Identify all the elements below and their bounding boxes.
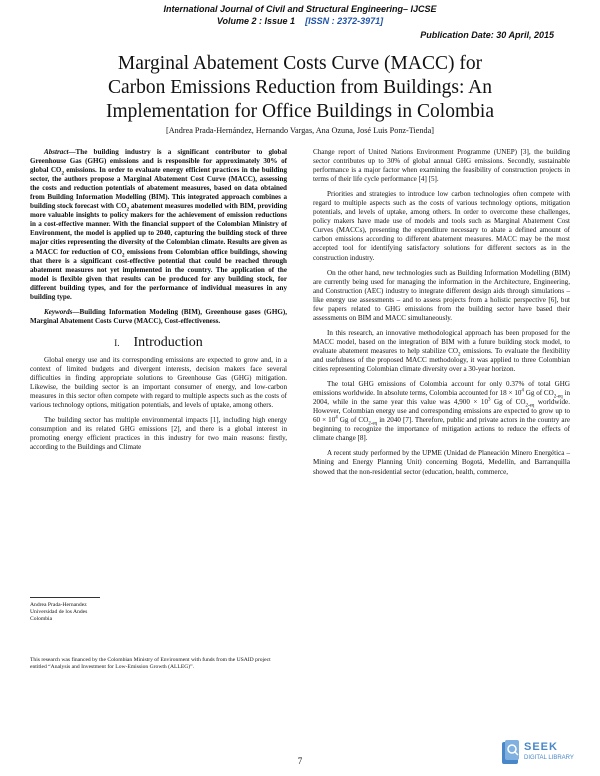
section-heading — [30, 334, 287, 350]
superscript: 4 — [521, 388, 524, 394]
subscript: 2 — [121, 252, 125, 258]
subscript: 2 — [458, 352, 461, 358]
left-column — [30, 148, 287, 458]
volume-issue: Volume 2 : Issue 1 — [216, 16, 296, 26]
title-line: Implementation for Office Buildings in Colombia — [106, 101, 494, 122]
subscript: 2-eq — [525, 403, 535, 409]
text-run: in 2040 [7]. Therefore, public and private actors in the country are beginning to recognize the importance of mitigation actions to reduce the effects of climate change [8]. — [313, 416, 570, 443]
journal-title: International Journal of Civil and Structural Engineering– IJCSE — [163, 4, 437, 14]
subscript: 2-eq — [368, 421, 378, 427]
text-run: Gg of CO — [490, 398, 526, 407]
body-paragraph — [313, 380, 570, 443]
subscript: 2-eq — [553, 394, 563, 400]
abstract-text: abatement measures modelled with BIM, providing more valuable insights to policy makers for the achievement of emission reductions in a cost-effective manner. With the financial support of the Colombian Ministry of Environment, the model is applied up to 2040, capturing the building stock of three major cities representing the diversity of the Colombian climate. Results are given as a MACC for reduction of CO — [30, 202, 287, 256]
body-paragraph: On the other hand, new technologies such as Building Information Modelling (BIM) are currently being used for managing the information in the Architecture, Engineering, and Construction (AEC) industry to integrate different design aids through simulations – like energy use assessments – and to assess projects from a holistic perspective [6], but few papers related to GHG emissions from the building sector have based their assessments on BIM and MACC simultaneously. — [313, 268, 570, 322]
issn: [ISSN : 2372-3971] — [305, 16, 384, 26]
text-run: Gg of CO — [337, 416, 369, 425]
paper-title — [30, 52, 570, 124]
subscript: 2 — [126, 207, 130, 213]
body-paragraph: Global energy use and its corresponding emissions are expected to grow and, in a context of limited budgets and divergent interests, decision makers face several difficulties in finding appropriate solutions to Greenhouse Gas (GHG) mitigation. Likewise, the building sector is an important consumer of energy, and low-carbon measures in this sector often compete with regard to multiple aspects such as the costs of various technology options, mitigation potentials, and levels of uptake, among others. — [30, 355, 287, 410]
keywords-label: Keywords — [44, 307, 73, 316]
subscript: 2 — [61, 171, 64, 177]
body-paragraph: Change report of United Nations Environment Programme (UNEP) [3], the building sector contributes up to 30% of global annual GHG emissions. Secondly, sustainable performance is a major factor when examining the feasibility of construction projects in terms of their life cycle performance [4] [5]. — [313, 148, 570, 184]
footnote-funding: This research was financed by the Colombian Ministry of Environment with funds from the USAID project entitled “Analysis and Investment for Low-Emission Growth (ALLEG)”. — [30, 657, 271, 670]
keywords-text: —Building Information Modeling (BIM), Greenhouse gases (GHG), Marginal Abatement Costs Curve (MACC), Cost-effectiveness. — [30, 307, 287, 325]
abstract-text: emissions from Colombian office buildings, showing that there is a significant cost-effective potential that could be reached through abatement measures not yet implemented in the country. The application of the model is flexible given that results can be produced for any building stock, for different building types, and for the performance of individual measures in any building type. — [30, 247, 287, 301]
logo-name: SEEK — [524, 741, 558, 753]
superscript: 3 — [488, 397, 491, 403]
abstract-text: emissions. In order to evaluate energy efficient practices in the building sector, the authors propose a Marginal Abatement Cost Curve (MACC), assessing the costs and reduction potentials of abatement measures, based on data obtained from Building Information Modelling (BIM). This integrated approach combines a building stock forecast with CO — [30, 166, 287, 211]
text-run: In this research, an innovative methodological approach has been proposed for the MACC model, based on the integration of BIM with a future building stock model, to evaluate abatement measures to help stabilize CO — [313, 328, 570, 355]
body-paragraph: Priorities and strategies to introduce low carbon technologies often compete with regard to multiple aspects such as the costs of various technology options, mitigation potentials, and levels of uptake, among others. In order to overcome these challenges, policy makers have made use of models and tools such as Marginal Abatement Cost Curves (MACCs), presenting the expenditure necessary to abate a defined amount of carbon emissions according to different abatement measures. MACC may be the most accepted tool for identifying satisfactory solutions for different sectors as in the construction industry. — [313, 190, 570, 262]
title-line: Marginal Abatement Costs Curve (MACC) for — [117, 53, 483, 74]
text-run: The total GHG emissions of Colombia account for only 0.37% of total GHG emissions worldwide. In absolute terms, Colombia accounted for 18 × 10 — [313, 380, 570, 398]
text-run: emissions. To evaluate the flexibility and usefulness of the proposed MACC methodology, it was applied to three Colombian cities representing Colombian climate diversity over a 30-year horizon. — [313, 346, 570, 374]
superscript: 4 — [335, 415, 338, 421]
footnote-affiliation — [30, 602, 287, 623]
text-run: in 2004, while in the same year this value was 4,900 × 10 — [313, 389, 570, 407]
volume-issue-line — [0, 16, 600, 26]
page-number: 7 — [297, 756, 303, 766]
affiliation-line: Universidad de los Andes — [30, 609, 88, 615]
affiliation-line: Colombia — [30, 616, 53, 622]
footnote-rule — [30, 597, 100, 598]
right-column — [313, 148, 570, 483]
abstract — [30, 148, 287, 302]
section-number: I. — [114, 337, 120, 348]
text-run: Gg of CO — [523, 389, 554, 398]
affiliation-line: Andrea Prada-Hernandez — [30, 602, 87, 608]
publication-date: Publication Date: 30 April, 2015 — [420, 30, 554, 40]
keywords — [30, 308, 287, 326]
book-icon — [500, 738, 522, 766]
author-list: [Andrea Prada-Hernández, Hernando Vargas, Ana Ozuna, José Luis Ponz-Tienda] — [166, 126, 434, 135]
abstract-text: —The building industry is a significant contributor to global Greenhouse Gas (GHG) emissions and is responsible for approximately 30% of global CO — [30, 148, 287, 175]
section-name: Introduction — [133, 334, 203, 350]
body-paragraph: The building sector has multiple environmental impacts [1], including high energy consumption and its related GHG emissions [2], and there is a global interest in promoting energy efficient practices in this industry for two main reasons: firstly, according to the Buildings and Climate — [30, 416, 287, 452]
body-paragraph: A recent study performed by the UPME (Unidad de Planeación Minero Energética – Mining and Energy Planning Unit) concerning Bogotá, Medellín, and Barranquilla showed that the non-residential sector (education, health, commerce, — [313, 449, 570, 476]
seek-digital-library-logo — [500, 738, 590, 768]
abstract-label: Abstract — [44, 148, 69, 156]
body-paragraph — [313, 329, 570, 374]
logo-subtitle: DIGITAL LIBRARY — [524, 755, 574, 761]
title-line: Carbon Emissions Reduction from Buildings: An — [107, 77, 493, 98]
text-run: worldwide. However, Colombian energy use and corresponding emissions are expected to grow up to 60 × 10 — [313, 398, 570, 425]
